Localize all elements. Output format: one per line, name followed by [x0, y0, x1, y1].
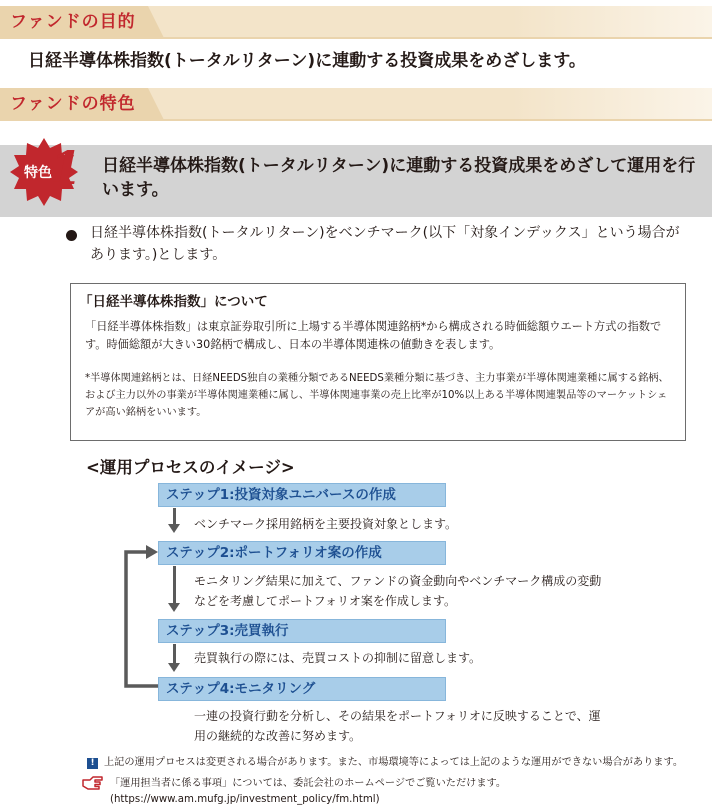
purpose-header-rule: [0, 37, 712, 39]
index-box-title: 「日経半導体株指数」について: [79, 294, 268, 310]
process-step-1-desc: ベンチマーク採用銘柄を主要投資対象とします。: [194, 517, 458, 531]
exclamation-icon: !: [87, 758, 98, 769]
bullet-icon: [66, 230, 77, 241]
features-header-band: [0, 88, 712, 120]
process-step-2: ステップ2:ポートフォリオ案の作成: [158, 541, 446, 565]
pointing-hand-icon: [82, 776, 104, 790]
step-2-arrow-icon: [168, 603, 180, 612]
feedback-loop-arrow: [118, 544, 162, 692]
step-1-arrow-shaft: [173, 508, 176, 525]
badge-label: 特色: [24, 165, 52, 181]
step-3-arrow-shaft: [173, 644, 176, 664]
feature-bullet-text: 日経半導体株指数(トータルリターン)をベンチマーク(以下「対象インデックス」という場合があります。)とします。: [90, 225, 680, 263]
index-box-note: *半導体関連銘柄とは、日経NEEDS独自の業種分類であるNEEDS業種分類に基づき、主力事業が半導体関連業種に属する銘柄、および主力以外の事業が半導体関連業種に属し、半導体関連事業の売上比率が10%以上ある半導体関連製品等のマーケットシェアが高い銘柄をいいます。: [85, 373, 669, 418]
step-2-arrow-shaft: [173, 566, 176, 604]
features-header-rule: [0, 119, 712, 121]
process-step-2-desc: モニタリング結果に加えて、ファンドの資金動向やベンチマーク構成の変動などを考慮してポートフォリオ案を作成します。: [194, 574, 602, 608]
feature-title: 日経半導体株指数(トータルリターン)に連動する投資成果をめざして運用を行います。: [102, 156, 696, 200]
process-step-1: ステップ1:投資対象ユニバースの作成: [158, 483, 446, 507]
features-header: ファンドの特色: [0, 88, 148, 120]
process-step-4: ステップ4:モニタリング: [158, 677, 446, 701]
purpose-header-band: [0, 6, 712, 38]
reference-url[interactable]: (https://www.am.mufg.jp/investment_policy/fm.html): [110, 794, 380, 805]
step-3-arrow-icon: [168, 663, 180, 672]
process-step-3-desc: 売買執行の際には、売買コストの抑制に留意します。: [194, 651, 482, 665]
reference-note: 「運用担当者に係る事項」については、委託会社のホームページでご覧いただけます。: [110, 778, 507, 789]
caution-note: 上記の運用プロセスは変更される場合があります。また、市場環境等によっては上記のような運用ができない場合があります。: [104, 757, 684, 768]
purpose-header: ファンドの目的: [0, 6, 148, 38]
index-info-box: [70, 283, 686, 441]
purpose-lead: 日経半導体株指数(トータルリターン)に連動する投資成果をめざします。: [28, 51, 586, 71]
step-1-arrow-icon: [168, 524, 180, 533]
process-title: <運用プロセスのイメージ>: [86, 458, 295, 477]
index-box-body: 「日経半導体株指数」は東京証券取引所に上場する半導体関連銘柄*から構成される時価総額ウエート方式の指数です。時価総額が大きい30銘柄で構成し、日本の半導体関連株の値動きを表します。: [85, 320, 662, 351]
process-step-4-desc: 一連の投資行動を分析し、その結果をポートフォリオに反映することで、運用の継続的な改善に努めます。: [194, 709, 601, 743]
process-step-3: ステップ3:売買執行: [158, 619, 446, 643]
badge-number: 1: [50, 141, 83, 195]
